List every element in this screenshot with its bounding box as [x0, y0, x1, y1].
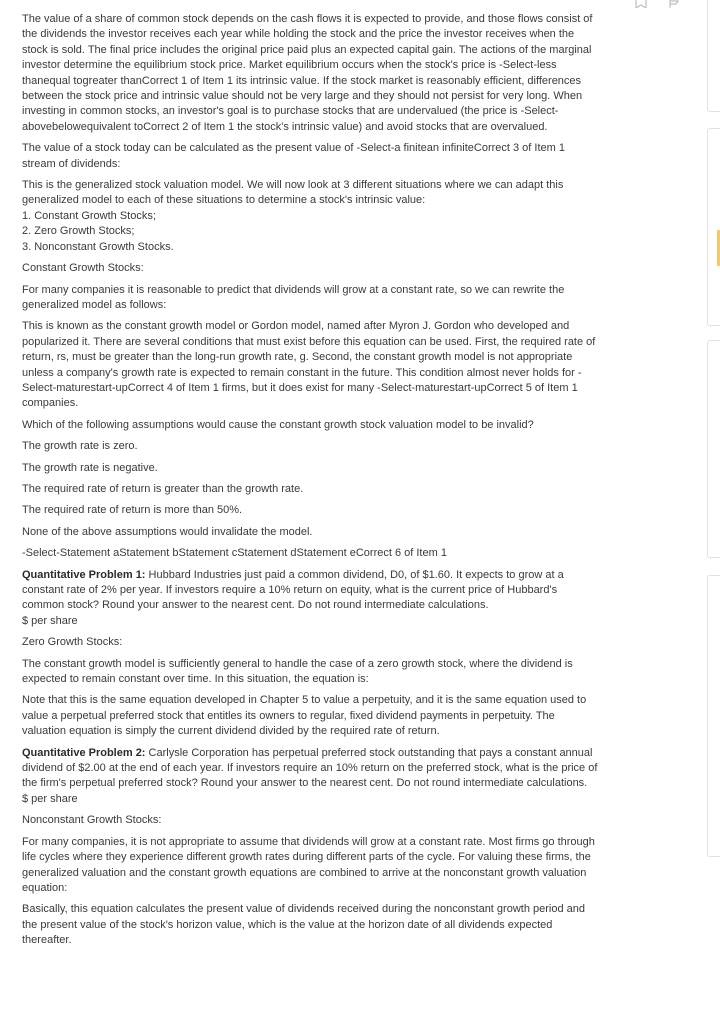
flag-icon[interactable]: [668, 0, 680, 8]
bookmark-icon[interactable]: [634, 0, 648, 8]
side-panel-3: [707, 340, 720, 558]
statement-option: The growth rate is zero.: [22, 440, 138, 453]
quantitative-problem-1: [22, 568, 600, 614]
qp1-text: Hubbard Industries just paid a common dividend, D0, of $1.60. It expects to grow at a constant rate of 2% per year. If investors require a 10% return on equity, what is the current price of Hubbard's common stock? Round your answer to the nearest cent. Do not round intermediate calculations.: [22, 568, 564, 612]
statement-option: The growth rate is negative.: [22, 461, 158, 474]
qp2-label: Quantitative Problem 2:: [22, 746, 146, 759]
zero-growth-heading: Zero Growth Stocks:: [22, 636, 123, 649]
gordon-model-paragraph: This is known as the constant growth model or Gordon model, named after Myron J. Gordon who developed and popularized it. There are several conditions that must exist before this equation can be used. First, the required rate of return, rs, must be greater than the long-run growth rate, g. Second, the constant growth model is not appropriate unless a company's growth rate is expected to remain constant in the future. This condition almost never holds for -Select-maturestart-upCorrect 4 of Item 1 firms, but it does exist for many -Select-maturestart-upCorrect 5 of Item 1 companies.: [22, 320, 596, 410]
generalized-paragraph: This is the generalized stock valuation model. We will now look at 3 different situations where we can adapt this generalized model to each of these situations to determine a stock's intrinsic value:: [22, 179, 564, 207]
qp2-answer-field[interactable]: $ per share: [22, 792, 78, 805]
list-item: 2. Zero Growth Stocks;: [22, 225, 135, 238]
assumption-question: Which of the following assumptions would cause the constant growth stock valuation model to be invalid?: [22, 418, 534, 431]
zero-growth-intro: The constant growth model is sufficiently general to handle the case of a zero growth stock, where the dividend is expected to remain constant over time. In this situation, the equation is:: [22, 657, 573, 686]
side-panel-2: [707, 128, 720, 326]
constant-growth-intro: For many companies it is reasonable to predict that dividends will grow at a constant rate, so we can rewrite the generalized model as follows:: [22, 283, 565, 311]
constant-growth-heading: Constant Growth Stocks:: [22, 262, 144, 275]
nonconstant-growth-intro: For many companies, it is not appropriate to assume that dividends will grow at a constant rate. Most firms go through life cycles where they experience different growth rates during different parts of the cycle. For valuing these firms, the generalized valuation and the constant growth equations are combined to arrive at the nonconstant growth valuation equation:: [22, 835, 595, 894]
side-panel-1: [707, 0, 720, 112]
horizon-value-paragraph: Basically, this equation calculates the present value of dividends received during the nonconstant growth period and the present value of the stock's horizon value, which is the value at the horizon date of all dividends expected thereafter.: [22, 903, 585, 947]
intro-paragraph: The value of a share of common stock depends on the cash flows it is expected to provide, and those flows consist of the dividends the investor receives each year while holding the stock and the price the investor receives when the stock is sold. The final price includes the original price paid plus an expected capital gain. The actions of the marginal investor determine the equilibrium stock price. Market equilibrium occurs when the stock's price is -Select-less thanequal togreater thanCorrect 1 of Item 1 its intrinsic value. If the stock market is reasonably efficient, differences between the stock price and intrinsic value should not be very large and they should not persist for very long. When investing in common stocks, an investor's goal is to purchase stocks that are undervalued (the price is -Select-abovebelowequivalent toCorrect 2 of Item 1 the stock's intrinsic value) and avoid stocks that are overvalued.: [22, 13, 593, 133]
statement-option: The required rate of return is greater than the growth rate.: [22, 482, 304, 495]
list-item: 1. Constant Growth Stocks;: [22, 209, 156, 222]
perpetuity-paragraph: Note that this is the same equation developed in Chapter 5 to value a perpetuity, and it is the same equation used to value a perpetual preferred stock that entitles its owners to regular, fixed dividend payments in perpetuity. The valuation equation is simply the current dividend divided by the required rate of return.: [22, 694, 587, 738]
statement-option: The required rate of return is more than 50%.: [22, 504, 243, 517]
list-item: 3. Nonconstant Growth Stocks.: [22, 240, 174, 253]
problem-content: [22, 12, 600, 955]
nonconstant-growth-heading: Nonconstant Growth Stocks:: [22, 814, 162, 827]
value-today-paragraph: The value of a stock today can be calculated as the present value of -Select-a finitean infiniteCorrect 3 of Item 1 stream of dividends:: [22, 142, 565, 170]
qp2-text: Carlysle Corporation has perpetual preferred stock outstanding that pays a constant annual dividend of $2.00 at the end of each year. If investors require an 10% return on the preferred stock, what is the price of the firm's perpetual preferred stock? Round your answer to the nearest cent. Do not round intermediate calculations.: [22, 746, 598, 790]
side-panel-4: [707, 575, 720, 857]
top-toolbar: [634, 0, 680, 8]
quantitative-problem-2: [22, 746, 600, 792]
statement-option: None of the above assumptions would invalidate the model.: [22, 525, 313, 538]
statement-select[interactable]: -Select-Statement aStatement bStatement cStatement dStatement eCorrect 6 of Item 1: [22, 547, 447, 560]
qp1-answer-field[interactable]: $ per share: [22, 614, 78, 627]
qp1-label: Quantitative Problem 1:: [22, 568, 146, 581]
